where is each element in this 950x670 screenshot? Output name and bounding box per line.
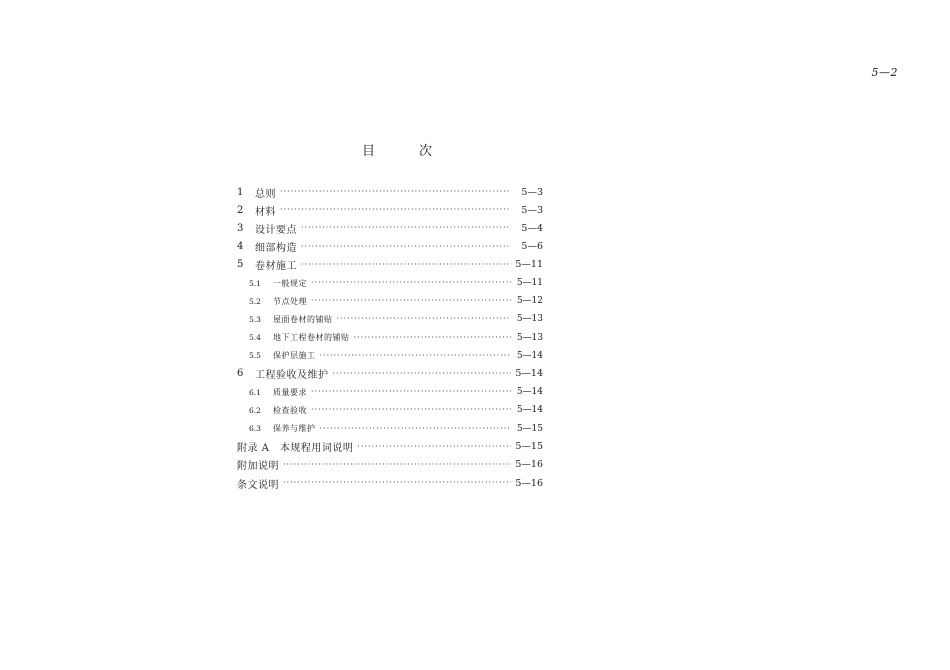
toc-leader-dots (301, 261, 511, 269)
toc-entry-title: 条文说明 (237, 479, 279, 491)
toc-entry-page: 5—3 (521, 204, 543, 216)
toc-entry-page: 5—6 (521, 241, 543, 253)
toc-entry-number: 2 (237, 204, 244, 216)
toc-leader-dots (311, 406, 511, 414)
toc-entry-number: 5.5 (249, 351, 261, 361)
toc-subentry[interactable] (237, 329, 543, 347)
toc-entry-page: 5—16 (515, 459, 543, 471)
toc-leader-dots (333, 370, 512, 378)
toc-entry-number: 6.3 (249, 424, 261, 434)
toc-leader-dots (337, 315, 512, 323)
toc-leader-dots (354, 334, 512, 342)
toc-entry-number: 5.3 (249, 314, 261, 324)
toc-entry-page: 5—13 (516, 314, 543, 325)
toc-entry-page: 5—15 (515, 441, 543, 453)
toc-entry-title: 屋面卷材的铺贴 (273, 314, 333, 324)
toc-entry-page: 5—13 (516, 332, 543, 343)
toc-entry-number: 6.2 (249, 405, 261, 415)
toc-entry-number: 5.2 (249, 296, 261, 306)
toc-entry-number: 5.4 (249, 333, 261, 343)
toc-entry-page: 5—11 (516, 278, 543, 289)
toc-entry-page: 5—3 (521, 186, 543, 198)
toc-leader-dots (301, 243, 511, 251)
toc-entry-page: 5—12 (516, 296, 543, 307)
toc-subentry[interactable] (237, 292, 543, 310)
toc-leader-dots (280, 188, 511, 196)
toc-leader-dots (311, 279, 511, 287)
toc-subentry[interactable] (237, 383, 543, 401)
toc-entry-page: 5—15 (516, 423, 543, 434)
toc-heading-right: 次 (418, 144, 432, 159)
toc-entry[interactable] (237, 474, 543, 492)
toc-entry-title: 细部构造 (255, 243, 297, 255)
toc-entry[interactable] (237, 256, 543, 274)
toc-leader-dots (280, 206, 511, 214)
toc-leader-dots (311, 388, 511, 396)
toc-entry[interactable] (237, 219, 543, 237)
toc-entry-title: 工程验收及维护 (255, 370, 329, 382)
toc-leader-dots (320, 425, 512, 433)
toc-heading-left: 目 (362, 144, 376, 159)
toc-entry[interactable] (237, 183, 543, 201)
toc-entry-page: 5—16 (515, 477, 543, 489)
table-of-contents (237, 183, 543, 492)
toc-entry-number: 6 (237, 368, 244, 380)
toc-entry-page: 5—11 (515, 259, 543, 271)
toc-entry-number: 1 (237, 186, 244, 198)
toc-leader-dots (301, 224, 511, 232)
toc-entry-title: 附加说明 (237, 461, 279, 473)
toc-entry-page: 5—14 (516, 387, 543, 398)
toc-entry-number: 5.1 (249, 278, 261, 288)
toc-entry-title: 一般规定 (273, 278, 307, 288)
toc-leader-dots (283, 461, 511, 469)
toc-entry[interactable] (237, 365, 543, 383)
toc-entry-title: 材料 (255, 206, 276, 218)
toc-leader-dots (283, 479, 511, 487)
toc-entry-title: 保护层施工 (273, 351, 316, 361)
toc-entry-number: 4 (237, 241, 244, 253)
toc-entry-number: 6.1 (249, 387, 261, 397)
toc-entry[interactable] (237, 456, 543, 474)
toc-entry-page: 5—14 (516, 405, 543, 416)
toc-entry-title: 附录 A 本规程用词说明 (237, 443, 354, 455)
toc-subentry[interactable] (237, 310, 543, 328)
toc-entry-number: 5 (237, 259, 244, 271)
toc-entry-page: 5—14 (515, 368, 543, 380)
toc-leader-dots (311, 297, 511, 305)
toc-subentry[interactable] (237, 401, 543, 419)
toc-heading (362, 140, 432, 159)
toc-entry-page: 5—14 (516, 350, 543, 361)
toc-entry-title: 节点处理 (273, 296, 307, 306)
toc-subentry[interactable] (237, 419, 543, 437)
toc-entry-number: 3 (237, 222, 244, 234)
toc-entry-title: 卷材施工 (255, 261, 297, 273)
page-number: 5—2 (871, 66, 898, 79)
toc-entry[interactable] (237, 238, 543, 256)
toc-entry[interactable] (237, 438, 543, 456)
toc-subentry[interactable] (237, 347, 543, 365)
toc-entry[interactable] (237, 201, 543, 219)
toc-entry-title: 保养与维护 (273, 424, 316, 434)
toc-entry-title: 检查验收 (273, 405, 307, 415)
toc-entry-title: 总则 (255, 188, 276, 200)
toc-leader-dots (357, 443, 511, 451)
toc-entry-title: 地下工程卷材的铺贴 (273, 333, 350, 343)
toc-subentry[interactable] (237, 274, 543, 292)
toc-entry-page: 5—4 (521, 222, 543, 234)
toc-entry-title: 质量要求 (273, 387, 307, 397)
toc-entry-title: 设计要点 (255, 224, 297, 236)
toc-leader-dots (320, 352, 512, 360)
